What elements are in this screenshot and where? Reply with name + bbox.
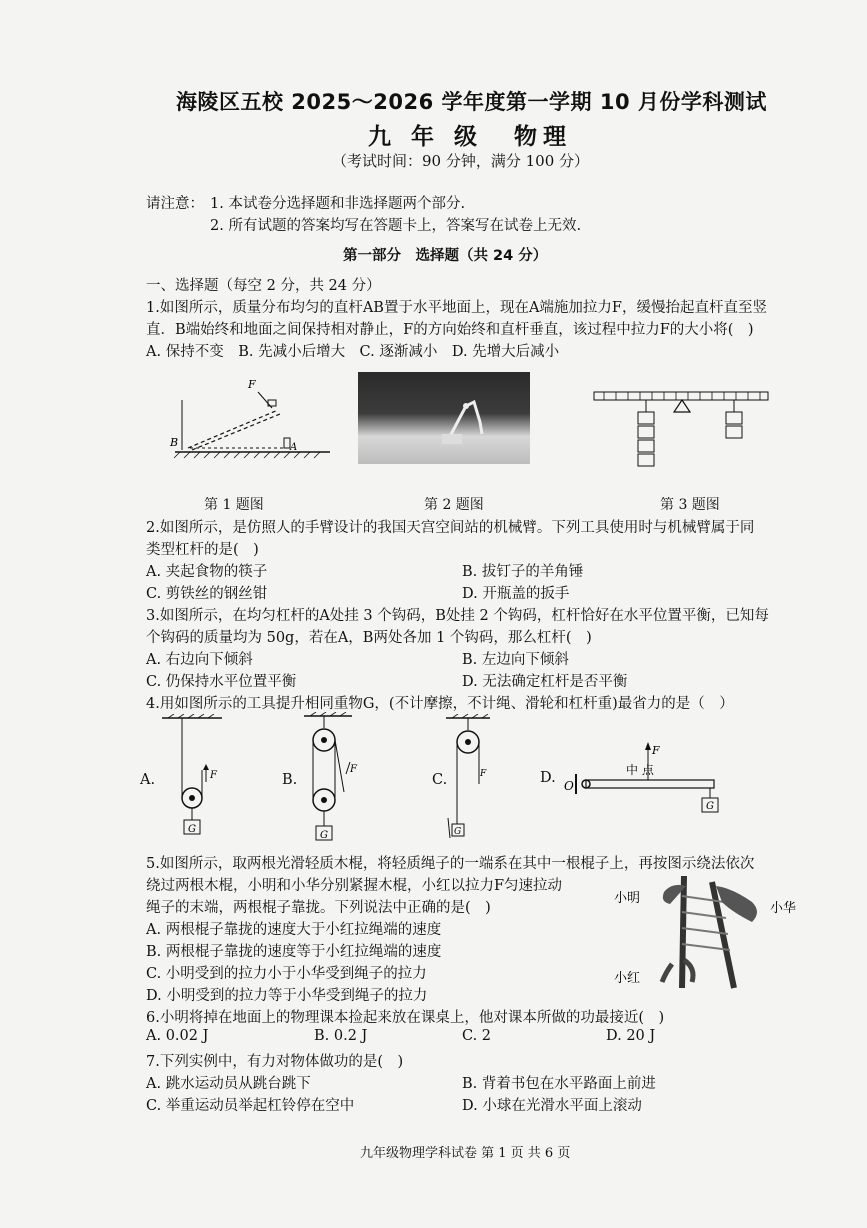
- q4-fig-b-pulley-block: [296, 712, 366, 846]
- q4-fig-d-weight-label: G: [706, 801, 714, 812]
- q4-fig-a-weight-label: G: [188, 824, 196, 835]
- section-label: 一、选择题（每空 2 分，共 24 分）: [146, 278, 381, 294]
- exam-info: （考试时间：90 分钟，满分 100 分）: [332, 152, 590, 170]
- q4-fig-c-force-label: F: [480, 769, 487, 779]
- q4-fig-d-midpoint-label: 中 点: [626, 763, 654, 777]
- q5-fig-hong-label: 小红: [614, 971, 641, 986]
- q1-line-1: 1.如图所示，质量分布均匀的直杆AB置于水平地面上，现在A端施加拉力F，缓慢抬起直杆直至竖: [146, 300, 767, 316]
- q6-option-b: B. 0.2 J: [314, 1028, 368, 1044]
- q4-fig-d-lever: [556, 738, 726, 822]
- q3-line-1: 3.如图所示，在均匀杠杆的A处挂 3 个钩码，B处挂 2 个钩码，杠杆恰好在水平位置平衡，已知每: [146, 608, 769, 624]
- q2-option-b: B. 拔钉子的羊角锤: [462, 564, 584, 580]
- q7-line-1: 7.下列实例中，有力对物体做功的是( ): [146, 1054, 404, 1070]
- q5-option-a: A. 两根棍子靠拢的速度大于小红拉绳端的速度: [146, 922, 442, 938]
- figure-3-caption: 第 3 题图: [660, 497, 720, 513]
- q7-option-c: C. 举重运动员举起杠铃停在空中: [146, 1098, 355, 1114]
- q5-option-c: C. 小明受到的拉力小于小华受到绳子的拉力: [146, 966, 427, 982]
- subject-label: 物理: [514, 124, 572, 150]
- q4-option-c-label: C.: [432, 772, 448, 788]
- q1-line-2: 直．B端始终和地面之间保持相对静止，F的方向始终和直杆垂直，该过程中拉力F的大小将( ): [146, 322, 754, 338]
- figure-2-caption: 第 2 题图: [424, 497, 484, 513]
- figure-1-caption: 第 1 题图: [204, 497, 264, 513]
- q5-fig-hua-label: 小华: [770, 901, 797, 916]
- q3-option-d: D. 无法确定杠杆是否平衡: [462, 674, 628, 690]
- page-footer: 九年级物理学科试卷 第 1 页 共 6 页: [360, 1146, 571, 1161]
- q4-fig-d-force-label: F: [652, 744, 660, 757]
- q2-line-2: 类型杠杆的是( ): [146, 542, 259, 558]
- q4-fig-a-movable-pulley: [160, 714, 240, 838]
- q2-option-d: D. 开瓶盖的扳手: [462, 586, 570, 602]
- q5-line-1: 5.如图所示，取两根光滑轻质木棍，将轻质绳子的一端系在其中一根棍子上，再按图示绕法依次: [146, 856, 755, 872]
- notice-item-1: 1. 本试卷分选择题和非选择题两个部分.: [210, 196, 466, 212]
- q2-option-a: A. 夹起食物的筷子: [146, 564, 268, 580]
- part-heading: 第一部分 选择题（共 24 分）: [343, 248, 548, 264]
- q4-fig-b-force-label: F: [350, 764, 357, 775]
- q6-option-c: C. 2: [462, 1028, 492, 1044]
- q2-option-c: C. 剪铁丝的钢丝钳: [146, 586, 268, 602]
- q5-option-b: B. 两根棍子靠拢的速度等于小红拉绳端的速度: [146, 944, 442, 960]
- q4-fig-c-weight-label: G: [454, 827, 462, 837]
- q3-option-c: C. 仍保持水平位置平衡: [146, 674, 297, 690]
- q7-option-b: B. 背着书包在水平路面上前进: [462, 1076, 656, 1092]
- q5-option-d: D. 小明受到的拉力等于小华受到绳子的拉力: [146, 988, 428, 1004]
- q3-line-2: 个钩码的质量均为 50g，若在A，B两处各加 1 个钩码，那么杠杆( ): [146, 630, 592, 646]
- q5-fig-ming-label: 小明: [614, 891, 641, 906]
- q7-option-d: D. 小球在光滑水平面上滚动: [462, 1098, 642, 1114]
- fig1-b-label: B: [170, 436, 179, 449]
- q6-option-a: A. 0.02 J: [146, 1028, 209, 1044]
- q1-options: A. 保持不变 B. 先减小后增大 C. 逐渐减小 D. 先增大后减小: [146, 344, 560, 360]
- q5-line-3: 绳子的末端，两根棍子靠拢。下列说法中正确的是( ): [146, 900, 491, 916]
- q6-line-1: 6.小明将掉在地面上的物理课本捡起来放在课桌上，他对课本所做的功最接近( ): [146, 1010, 665, 1026]
- q7-option-a: A. 跳水运动员从跳台跳下: [146, 1076, 311, 1092]
- grade-label: 九 年 级: [368, 124, 484, 150]
- notice-label: 请注意：: [146, 196, 204, 212]
- q4-fig-d-pivot-label: O: [564, 779, 574, 793]
- figure-2-robotic-arm-photo: [358, 372, 530, 464]
- q4-option-a-label: A.: [140, 772, 156, 788]
- q4-line-1: 4.用如图所示的工具提升相同重物G，(不计摩擦，不计绳、滑轮和杠杆重)最省力的是（ ）: [146, 696, 734, 712]
- q6-option-d: D. 20 J: [606, 1028, 656, 1044]
- q2-line-1: 2.如图所示，是仿照人的手臂设计的我国天宫空间站的机械臂。下列工具使用时与机械臂属于同: [146, 520, 755, 536]
- q4-fig-a-force-label: F: [210, 770, 217, 781]
- q3-option-a: A. 右边向下倾斜: [146, 652, 253, 668]
- q4-fig-b-weight-label: G: [320, 830, 328, 841]
- q3-option-b: B. 左边向下倾斜: [462, 652, 569, 668]
- fig1-a-label: A: [290, 442, 298, 453]
- figure-1-lever-diagram: [160, 370, 335, 465]
- q4-option-d-label: D.: [540, 770, 556, 786]
- q5-figure-sticks-and-rope: [612, 872, 852, 992]
- q5-line-2: 绕过两根木棍，小明和小华分别紧握木棍，小红以拉力F匀速拉动: [146, 878, 563, 894]
- exam-title: 海陵区五校 2025～2026 学年度第一学期 10 月份学科测试: [176, 90, 767, 114]
- q4-fig-c-fixed-pulley: [440, 714, 500, 842]
- notice-item-2: 2. 所有试题的答案均写在答题卡上，答案写在试卷上无效.: [210, 218, 582, 234]
- figure-3-balance-lever: [592, 388, 772, 478]
- fig1-f-label: F: [248, 378, 256, 391]
- q4-option-b-label: B.: [282, 772, 298, 788]
